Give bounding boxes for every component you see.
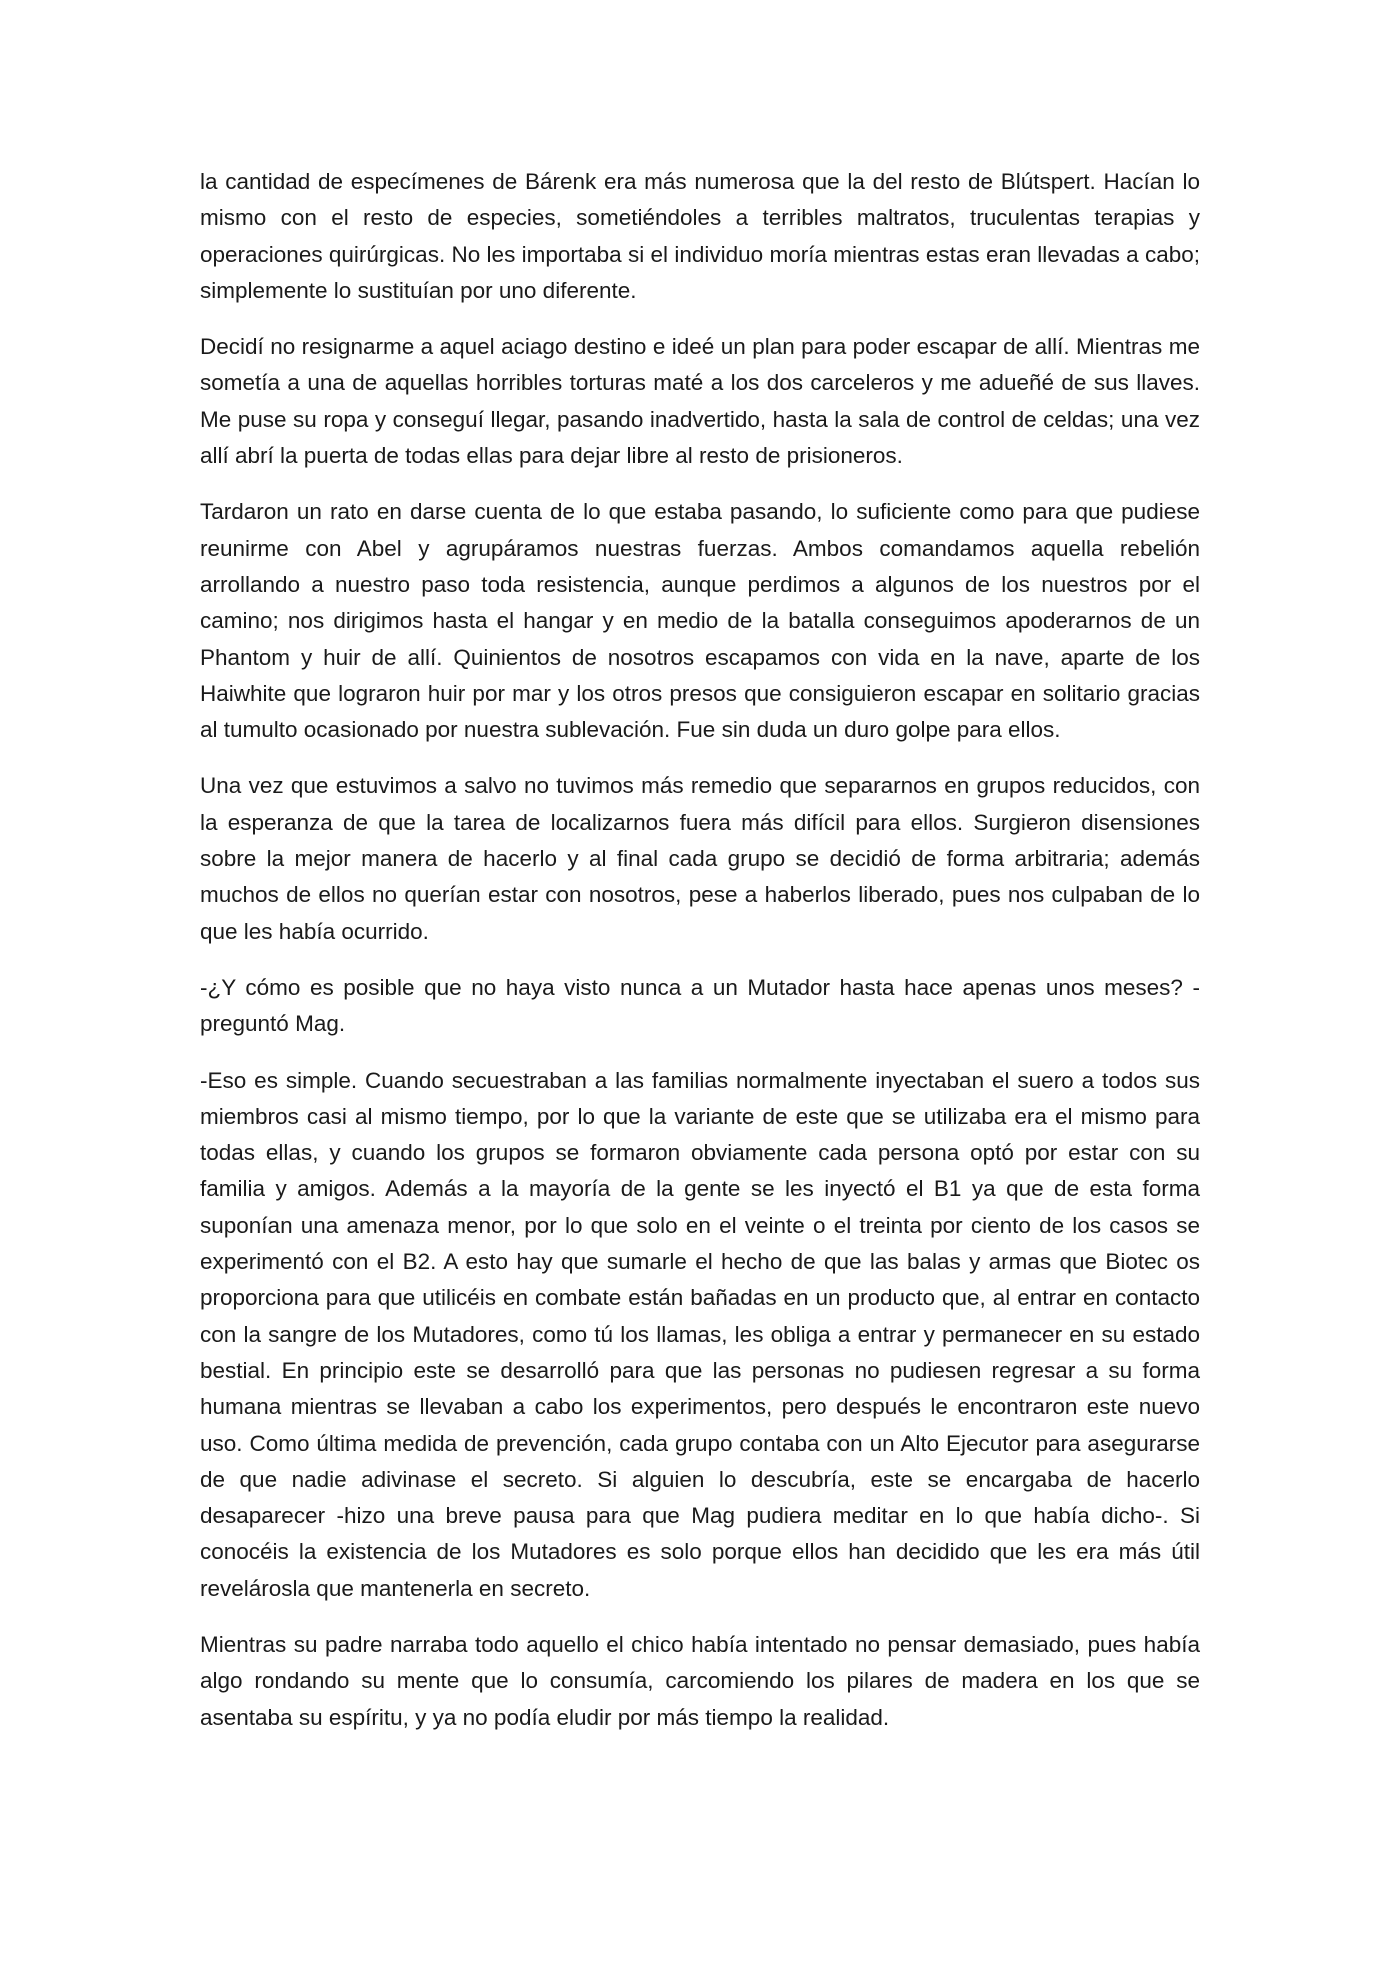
paragraph-6: -Eso es simple. Cuando secuestraban a las familias normalmente inyectaban el suero a todos sus miembros casi al mismo tiempo, por lo que la variante de este que se utilizaba era el mismo para todas ellas, y cuando los grupos se formaron obviamente cada persona optó por estar con su familia y amigos. Además a la mayoría de la gente se les inyectó el B1 ya que de esta forma suponían una amenaza menor, por lo que solo en el veinte o el treinta por ciento de los casos se experimentó con el B2. A esto hay que sumarle el hecho de que las balas y armas que Biotec os proporciona para que utilicéis en combate están bañadas en un producto que, al entrar en contacto con la sangre de los Mutadores, como tú los llamas, les obliga a entrar y permanecer en su estado bestial. En principio este se desarrolló para que las personas no pudiesen regresar a su forma humana mientras se llevaban a cabo los experimentos, pero después le encontraron este nuevo uso. Como última medida de prevención, cada grupo contaba con un Alto Ejecutor para asegurarse de que nadie adivinase el secreto. Si alguien lo descubría, este se encargaba de hacerlo desaparecer -hizo una breve pausa para que Mag pudiera meditar en lo que había dicho-. Si conocéis la existencia de los Mutadores es solo porque ellos han decidido que les era más útil revelárosla que mantenerla en secreto. xyxy=(200,1067,1200,1601)
paragraph-3: Tardaron un rato en darse cuenta de lo que estaba pasando, lo suficiente como para que pudiese reunirme con Abel y agrupáramos nuestras fuerzas. Ambos comandamos aquella rebelión arrollando a nuestro paso toda resistencia, aunque perdimos a algunos de los nuestros por el camino; nos dirigimos hasta el hangar y en medio de la batalla conseguimos apoderarnos de un Phantom y huir de allí. Quinientos de nosotros escapamos con vida en la nave, aparte de los Haiwhite que lograron huir por mar y los otros presos que consiguieron escapar en solitario gracias al tumulto ocasionado por nuestra sublevación. Fue sin duda un duro golpe para ellos. xyxy=(200,499,1200,743)
paragraph-2: Decidí no resignarme a aquel aciago destino e ideé un plan para poder escapar de allí. Mientras me sometía a una de aquellas horribles torturas maté a los dos carceleros y me adueñé de sus llaves. Me puse su ropa y conseguí llegar, pasando inadvertido, hasta la sala de control de celdas; una vez allí abrí la puerta de todas ellas para dejar libre al resto de prisioneros. xyxy=(200,334,1200,469)
paragraph-7: Mientras su padre narraba todo aquello el chico había intentado no pensar demasiado, pues había algo rondando su mente que lo consumía, carcomiendo los pilares de madera en los que se asentaba su espíritu, y ya no podía eludir por más tiempo la realidad. xyxy=(200,1631,1200,1730)
document-body xyxy=(200,164,1200,1756)
paragraph-1: la cantidad de especímenes de Bárenk era más numerosa que la del resto de Blútspert. Hacían lo mismo con el resto de especies, sometiéndoles a terribles maltratos, truculentas terapias y operaciones quirúrgicas. No les importaba si el individuo moría mientras estas eran llevadas a cabo; simplemente lo sustituían por uno diferente. xyxy=(200,169,1200,303)
paragraph-4: Una vez que estuvimos a salvo no tuvimos más remedio que separarnos en grupos reducidos, con la esperanza de que la tarea de localizarnos fuera más difícil para ellos. Surgieron disensiones sobre la mejor manera de hacerlo y al final cada grupo se decidió de forma arbitraria; además muchos de ellos no querían estar con nosotros, pese a haberlos liberado, pues nos culpaban de lo que les había ocurrido. xyxy=(200,773,1200,944)
paragraph-5: -¿Y cómo es posible que no haya visto nunca a un Mutador hasta hace apenas unos meses? -preguntó Mag. xyxy=(200,974,1200,1037)
